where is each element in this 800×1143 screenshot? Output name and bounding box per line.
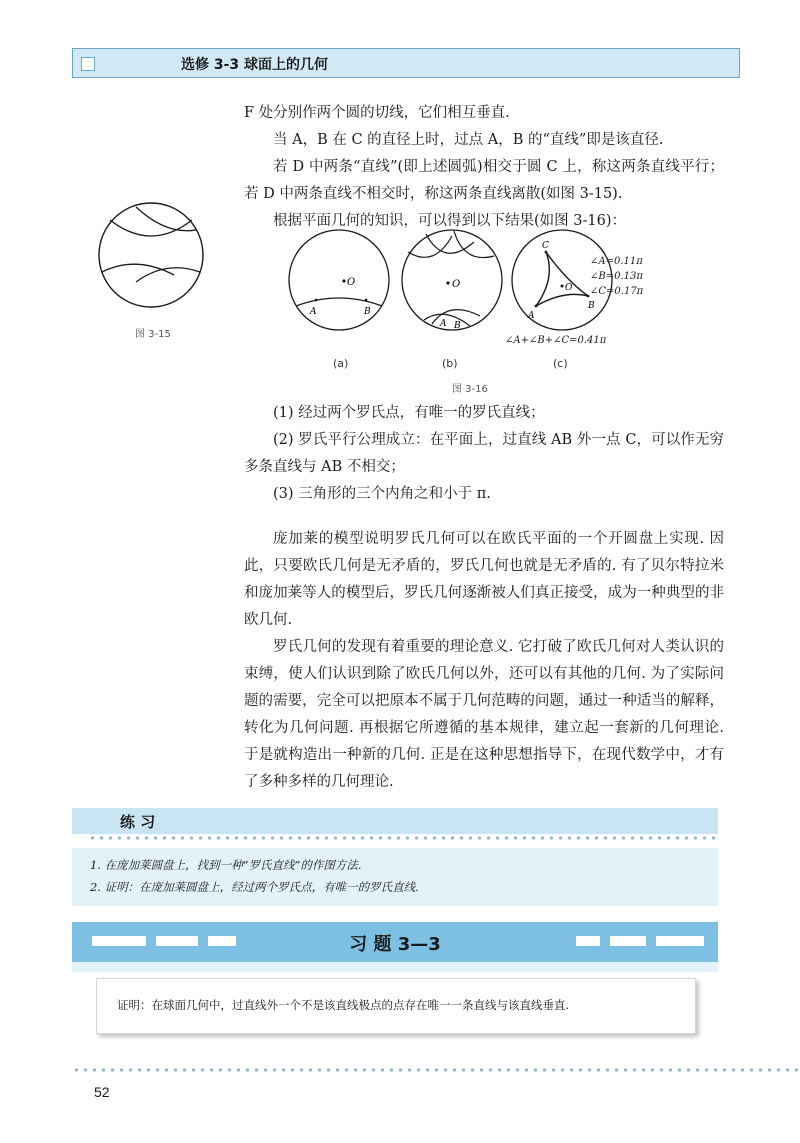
results-list xyxy=(244,400,724,508)
angle-values xyxy=(590,254,643,299)
result-2: (2) 罗氏平行公理成立：在平面上，过直线 AB 外一点 C，可以作无穷多条直线与 AB 不相交； xyxy=(244,432,724,475)
paragraph-1: F 处分别作两个圆的切线，它们相互垂直. xyxy=(244,105,510,121)
exercise-header xyxy=(72,808,718,834)
result-3: (3) 三角形的三个内角之和小于 π. xyxy=(273,486,491,502)
label-b: B xyxy=(364,307,371,317)
exercise-label: 练 习 xyxy=(120,813,156,831)
homework-banner xyxy=(72,922,718,962)
paragraph-3: 若 D 中两条“直线”(即上述圆弧)相交于圆 C 上，称这两条直线平行；若 D 中两条直线不相交时，称这两条直线离散(如图 3-15). xyxy=(244,159,724,202)
figure-3-15-caption: 图 3-15 xyxy=(135,329,171,340)
figure-3-16b xyxy=(402,230,502,331)
angle-a: ∠A=0.11π xyxy=(590,256,643,267)
label-a-c: A xyxy=(528,311,535,321)
angle-b: ∠B=0.13π xyxy=(590,271,643,282)
triangle-abc xyxy=(536,252,588,306)
dotted-divider xyxy=(88,836,718,840)
angle-sum: ∠A+∠B+∠C=0.41π xyxy=(505,335,607,346)
result-1: (1) 经过两个罗氏点，有唯一的罗氏直线； xyxy=(273,405,545,421)
figure-3-15 xyxy=(96,200,206,320)
page-number: 52 xyxy=(94,1084,110,1100)
label-c-c: C xyxy=(542,241,549,251)
sub-label-a: (a) xyxy=(333,357,349,370)
homework-box xyxy=(96,978,696,1034)
exercise-item-1: 1. 在庞加莱圆盘上，找到一种“罗氏直线”的作图方法. xyxy=(90,858,362,872)
paragraph-4: 根据平面几何的知识，可以得到以下结果(如图 3-16)： xyxy=(273,213,626,229)
label-b-c: B xyxy=(588,301,595,311)
exercise-item-2: 2. 证明：在庞加莱圆盘上，经过两个罗氏点，有唯一的罗氏直线. xyxy=(90,880,419,894)
label-a-b: A xyxy=(440,319,447,329)
paragraph-2: 当 A，B 在 C 的直径上时，过点 A，B 的“直线”即是该直径. xyxy=(273,132,664,148)
label-b-b: B xyxy=(454,321,461,331)
point-a xyxy=(315,299,318,302)
paragraph-significance: 罗氏几何的发现有着重要的理论意义. 它打破了欧氏几何对人类认识的束缚，使人们认识到除了欧氏几何以外，还可以有其他的几何. 为了实际问题的需要，完全可以把原本不属于几何范畴的问题，通过一种适当的解释，转化为几何问题. 再根据它所遵循的基本规律，建立起一套新的几何理论. 于是就构造出一种新的几何. 正是在这种思想指导下，在现代数学中，才有了多种多样的几何理论. xyxy=(244,639,724,790)
arc-bottom-2 xyxy=(136,268,200,282)
arc-top-2 xyxy=(136,207,196,231)
figure-3-16-caption: 图 3-16 xyxy=(452,384,488,395)
angle-c: ∠C=0.17π xyxy=(590,286,644,297)
homework-item: 证明：在球面几何中，过直线外一个不是该直线极点的点存在唯一一条直线与该直线垂直. xyxy=(117,998,570,1012)
footer-dotted-line xyxy=(72,1068,800,1072)
sub-label-c: (c) xyxy=(553,357,568,370)
label-o-b: O xyxy=(452,279,461,290)
chapter-title: 选修 3-3 球面上的几何 xyxy=(181,57,329,73)
homework-title: 习 题 3—3 xyxy=(349,934,441,955)
header-square-icon xyxy=(81,57,95,71)
line-ab xyxy=(296,298,382,306)
chapter-header xyxy=(72,48,740,78)
figure-3-16a xyxy=(289,230,389,330)
label-o: O xyxy=(347,277,356,288)
exercise-box xyxy=(72,848,718,906)
arc-top-1 xyxy=(110,220,192,236)
point-o xyxy=(342,279,345,282)
paragraph-model: 庞加莱的模型说明罗氏几何可以在欧氏平面的一个开圆盘上实现. 因此，只要欧氏几何是无矛盾的，罗氏几何也就是无矛盾的. 有了贝尔特拉米和庞加莱等人的模型后，罗氏几何逐渐被人们真正接受，成为一种典型的非欧几何. xyxy=(244,531,724,628)
homework-underband xyxy=(72,962,718,972)
sub-label-b: (b) xyxy=(442,357,458,370)
point-b xyxy=(365,299,368,302)
label-o-c: O xyxy=(565,283,573,293)
figure-3-16 xyxy=(284,228,624,348)
label-a: A xyxy=(310,307,317,317)
